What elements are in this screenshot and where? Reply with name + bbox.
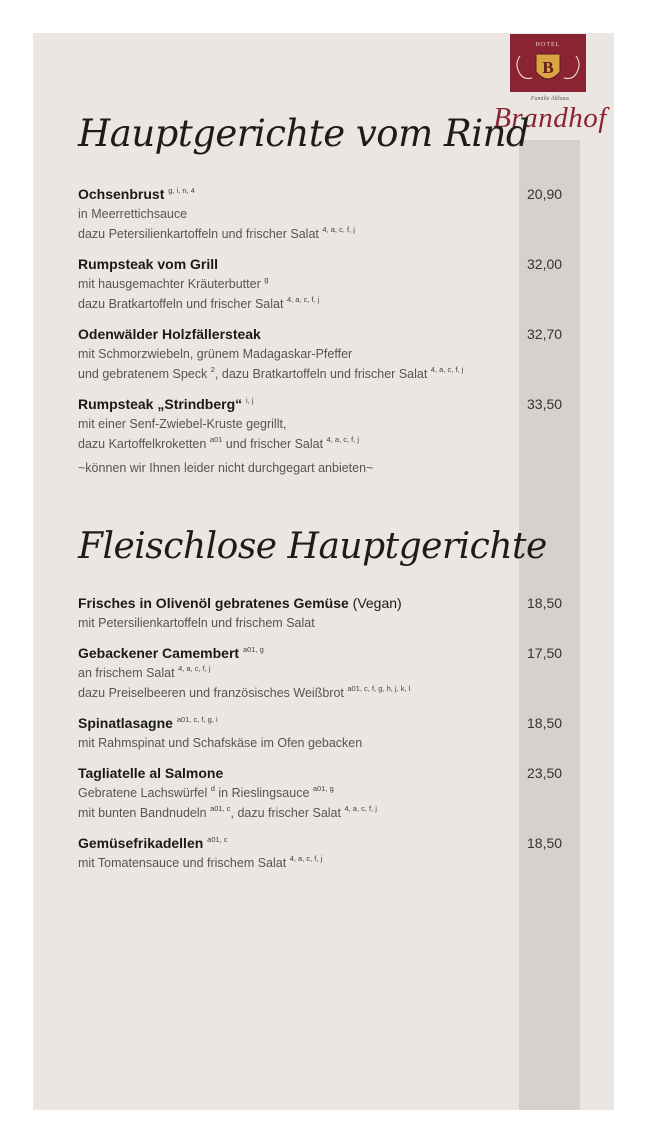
description-text: Gebratene Lachswürfel	[78, 786, 208, 800]
allergen-codes: 4, a, c, f, j	[430, 365, 464, 374]
dish-description	[78, 204, 558, 224]
dish-name-row	[78, 643, 558, 663]
description-text: dazu Bratkartoffeln und frischer Salat	[78, 297, 284, 311]
description-text: mit bunten Bandnudeln	[78, 806, 207, 820]
dish-description	[78, 294, 558, 314]
dish-name: Spinatlasagne	[78, 715, 173, 731]
dish-description	[78, 364, 558, 384]
dish-description	[78, 683, 558, 703]
allergen-codes: a01, c, f, g, h, j, k, l	[347, 684, 411, 693]
dish-name-row	[78, 833, 558, 853]
dish-name: Frisches in Olivenöl gebratenes Gemüse	[78, 595, 349, 611]
dish-description	[78, 224, 558, 244]
description-text: in Meerrettichsauce	[78, 207, 188, 221]
description-text: mit hausgemachter Kräuterbutter	[78, 277, 261, 291]
allergen-codes: i, j	[246, 396, 254, 405]
dish-name: Rumpsteak vom Grill	[78, 256, 219, 272]
dish-name: Tagliatelle al Salmone	[78, 765, 224, 781]
section-title-beef: Hauptgerichte vom Rind	[78, 112, 530, 155]
dish-description	[78, 613, 558, 633]
dish-name: Rumpsteak „Strindberg“	[78, 396, 243, 412]
crest-letter: B	[542, 58, 554, 77]
description-text: und gebratenem Speck	[78, 367, 208, 381]
menu-item	[78, 593, 563, 633]
hotel-crest-banner	[510, 34, 586, 92]
description-text: dazu Preiselbeeren und französisches Weißbrot	[78, 686, 344, 700]
brand-name: Brandhof	[493, 102, 607, 134]
dish-description	[78, 414, 558, 434]
allergen-codes: 4, a, c, f, j	[178, 664, 211, 673]
description-text: in Rieslingsauce	[214, 786, 310, 800]
dish-name-row	[78, 763, 558, 783]
menu-item	[78, 643, 563, 703]
dish-price: 17,50	[527, 645, 563, 661]
dish-name: Gebackener Camembert	[78, 645, 240, 661]
description-text: dazu Petersilienkartoffeln und frischer Salat	[78, 227, 319, 241]
menu-item	[78, 763, 563, 823]
dish-description	[78, 783, 558, 803]
dish-name-row	[78, 593, 558, 613]
allergen-codes: a01, c	[210, 804, 231, 813]
allergen-codes: g	[264, 275, 269, 284]
description-text: mit Tomatensauce und frischem Salat	[78, 856, 287, 870]
menu-item	[78, 713, 563, 753]
allergen-codes: 2	[210, 365, 215, 374]
menu-note: ~können wir Ihnen leider nicht durchgegart anbieten~	[78, 461, 374, 475]
dish-name-row	[78, 254, 558, 274]
allergen-codes: a01, g	[242, 645, 264, 654]
dish-name-row	[78, 184, 558, 204]
dish-name-row	[78, 713, 558, 733]
dish-description	[78, 853, 558, 873]
dish-price: 18,50	[527, 595, 563, 611]
dish-description	[78, 274, 558, 294]
dish-description	[78, 434, 558, 454]
hotel-word: HOTEL	[535, 42, 561, 48]
dish-price: 18,50	[527, 835, 563, 851]
section-title-vegetarian: Fleischlose Hauptgerichte	[78, 526, 547, 567]
dish-price: 20,90	[527, 186, 563, 202]
allergen-codes: 4, a, c, f, j	[344, 804, 377, 813]
dish-name: Gemüsefrikadellen	[78, 835, 204, 851]
dish-price: 23,50	[527, 765, 563, 781]
description-text: mit Petersilienkartoffeln und frischem Salat	[78, 616, 315, 630]
crest-icon	[510, 34, 586, 92]
description-text: mit einer Senf-Zwiebel-Kruste gegrillt,	[78, 417, 287, 431]
description-text: mit Rahmspinat und Schafskäse im Ofen gebacken	[78, 736, 363, 750]
dish-name: Ochsenbrust	[78, 186, 165, 202]
menu-item	[78, 833, 563, 873]
menu-item	[78, 394, 563, 454]
allergen-codes: a01	[209, 435, 223, 444]
description-text: an frischem Salat	[78, 666, 175, 680]
dish-price: 32,70	[527, 326, 563, 342]
allergen-codes: 4, a, c, f, j	[322, 225, 355, 234]
dish-price: 33,50	[527, 396, 563, 412]
allergen-codes: g, i, n, 4	[168, 186, 195, 195]
family-line: Familie Althaus	[530, 96, 570, 102]
description-text: , dazu Bratkartoffeln und frischer Salat	[214, 367, 428, 381]
dish-description	[78, 733, 558, 753]
allergen-codes: a01, c	[207, 835, 228, 844]
dish-description	[78, 803, 558, 823]
menu-item	[78, 254, 563, 314]
allergen-codes: a01, c, f, g, i	[176, 715, 218, 724]
description-text: , dazu frischer Salat	[230, 806, 341, 820]
allergen-codes: d	[210, 784, 215, 793]
allergen-codes: 4, a, c, f, j	[286, 295, 320, 304]
dish-name: Odenwälder Holzfällersteak	[78, 326, 261, 342]
dish-name-row	[78, 324, 558, 344]
allergen-codes: a01, g	[312, 784, 334, 793]
description-text: und frischer Salat	[222, 437, 324, 451]
dish-price: 32,00	[527, 256, 563, 272]
dish-note: (Vegan)	[348, 595, 402, 611]
allergen-codes: 4, a, c, f, j	[326, 435, 360, 444]
dish-name-row	[78, 394, 558, 414]
dish-description	[78, 663, 558, 683]
allergen-codes: 4, a, c, f, j	[289, 854, 323, 863]
dish-description	[78, 344, 558, 364]
dish-price: 18,50	[527, 715, 563, 731]
menu-item	[78, 324, 563, 384]
description-text: dazu Kartoffelkroketten	[78, 437, 207, 451]
description-text: mit Schmorzwiebeln, grünem Madagaskar-Pfeffer	[78, 347, 353, 361]
menu-item	[78, 184, 563, 244]
